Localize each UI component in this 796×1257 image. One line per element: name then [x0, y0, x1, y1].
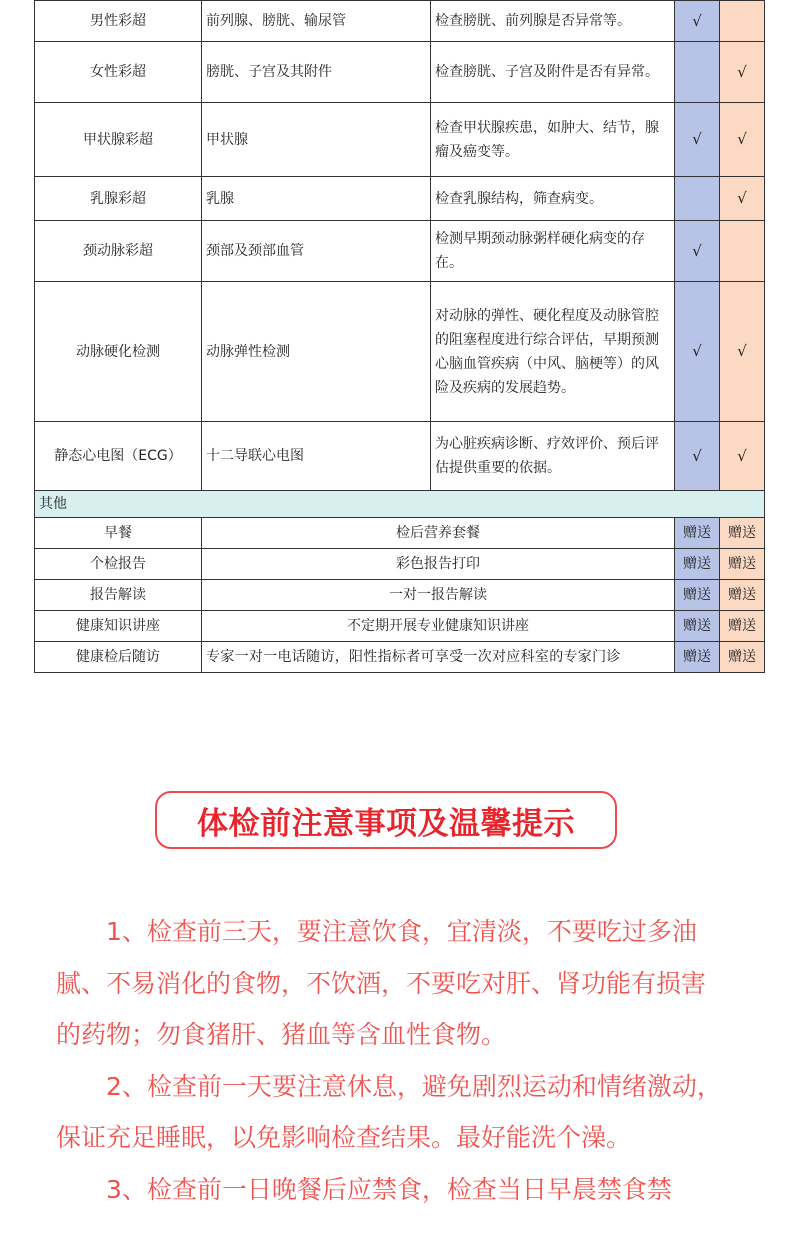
tip-paragraph-3: 3、检查前一日晚餐后应禁食，检查当日早晨禁食禁 [106, 1174, 672, 1204]
service-name: 健康知识讲座 [35, 611, 202, 642]
table-row [35, 549, 765, 580]
female-check: √ [720, 177, 765, 221]
male-gift: 赠送 [675, 518, 720, 549]
item-range: 前列腺、膀胱、输尿管 [202, 1, 431, 42]
table-row [35, 518, 765, 549]
item-description: 检查甲状腺疾患，如肿大、结节，腺瘤及癌变等。 [431, 103, 675, 177]
female-gift: 赠送 [720, 611, 765, 642]
item-range: 甲状腺 [202, 103, 431, 177]
table-row [35, 580, 765, 611]
male-check: √ [675, 221, 720, 282]
male-check: √ [675, 1, 720, 42]
female-check: √ [720, 422, 765, 491]
table-row [35, 282, 765, 422]
table-row [35, 177, 765, 221]
item-range: 十二导联心电图 [202, 422, 431, 491]
section-title-other: 其他 [35, 491, 765, 518]
item-name: 静态心电图（ECG） [35, 422, 202, 491]
table-row [35, 642, 765, 673]
table-row [35, 422, 765, 491]
item-name: 女性彩超 [35, 42, 202, 103]
table-row [35, 1, 765, 42]
female-check: √ [720, 103, 765, 177]
item-name: 动脉硬化检测 [35, 282, 202, 422]
item-description: 检测早期颈动脉粥样硬化病变的存在。 [431, 221, 675, 282]
exam-items-table [34, 0, 765, 673]
item-description: 检查膀胱、子宫及附件是否有异常。 [431, 42, 675, 103]
table-row [35, 611, 765, 642]
item-description: 检查乳腺结构，筛查病变。 [431, 177, 675, 221]
service-name: 报告解读 [35, 580, 202, 611]
female-gift: 赠送 [720, 549, 765, 580]
female-gift: 赠送 [720, 518, 765, 549]
tip-paragraph-1: 1、检查前三天，要注意饮食，宜清淡，不要吃过多油腻、不易消化的食物，不饮酒，不要吃对肝、肾功能有损害的药物；勿食猪肝、猪血等含血性食物。 [56, 917, 707, 1049]
notice-title-box [155, 791, 617, 849]
notice-title: 体检前注意事项及温馨提示 [197, 805, 575, 842]
table-row [35, 103, 765, 177]
female-check: √ [720, 282, 765, 422]
male-check [675, 177, 720, 221]
table-row [35, 42, 765, 103]
item-description: 对动脉的弹性、硬化程度及动脉管腔的阻塞程度进行综合评估，早期预测心脑血管疾病（中风、脑梗等）的风险及疾病的发展趋势。 [431, 282, 675, 422]
item-description: 检查膀胱、前列腺是否异常等。 [431, 1, 675, 42]
item-name: 甲状腺彩超 [35, 103, 202, 177]
tip-paragraph-2: 2、检查前一天要注意休息，避免剧烈运动和情绪激动，保证充足睡眠，以免影响检查结果。最好能洗个澡。 [56, 1071, 722, 1152]
female-check [720, 221, 765, 282]
item-range: 膀胱、子宫及其附件 [202, 42, 431, 103]
male-gift: 赠送 [675, 549, 720, 580]
item-name: 乳腺彩超 [35, 177, 202, 221]
male-check: √ [675, 422, 720, 491]
section-header-row [35, 491, 765, 518]
service-name: 健康检后随访 [35, 642, 202, 673]
item-description: 为心脏疾病诊断、疗效评价、预后评估提供重要的依据。 [431, 422, 675, 491]
service-content: 检后营养套餐 [202, 518, 675, 549]
service-content: 一对一报告解读 [202, 580, 675, 611]
item-name: 颈动脉彩超 [35, 221, 202, 282]
female-gift: 赠送 [720, 580, 765, 611]
item-range: 乳腺 [202, 177, 431, 221]
service-name: 个检报告 [35, 549, 202, 580]
male-gift: 赠送 [675, 611, 720, 642]
service-content: 专家一对一电话随访，阳性指标者可享受一次对应科室的专家门诊 [202, 642, 675, 673]
male-gift: 赠送 [675, 580, 720, 611]
item-range: 动脉弹性检测 [202, 282, 431, 422]
item-range: 颈部及颈部血管 [202, 221, 431, 282]
service-content: 不定期开展专业健康知识讲座 [202, 611, 675, 642]
service-content: 彩色报告打印 [202, 549, 675, 580]
male-check: √ [675, 282, 720, 422]
female-check [720, 1, 765, 42]
female-check: √ [720, 42, 765, 103]
service-name: 早餐 [35, 518, 202, 549]
male-check: √ [675, 103, 720, 177]
notice-tips [56, 906, 724, 1215]
item-name: 男性彩超 [35, 1, 202, 42]
male-gift: 赠送 [675, 642, 720, 673]
male-check [675, 42, 720, 103]
table-row [35, 221, 765, 282]
female-gift: 赠送 [720, 642, 765, 673]
